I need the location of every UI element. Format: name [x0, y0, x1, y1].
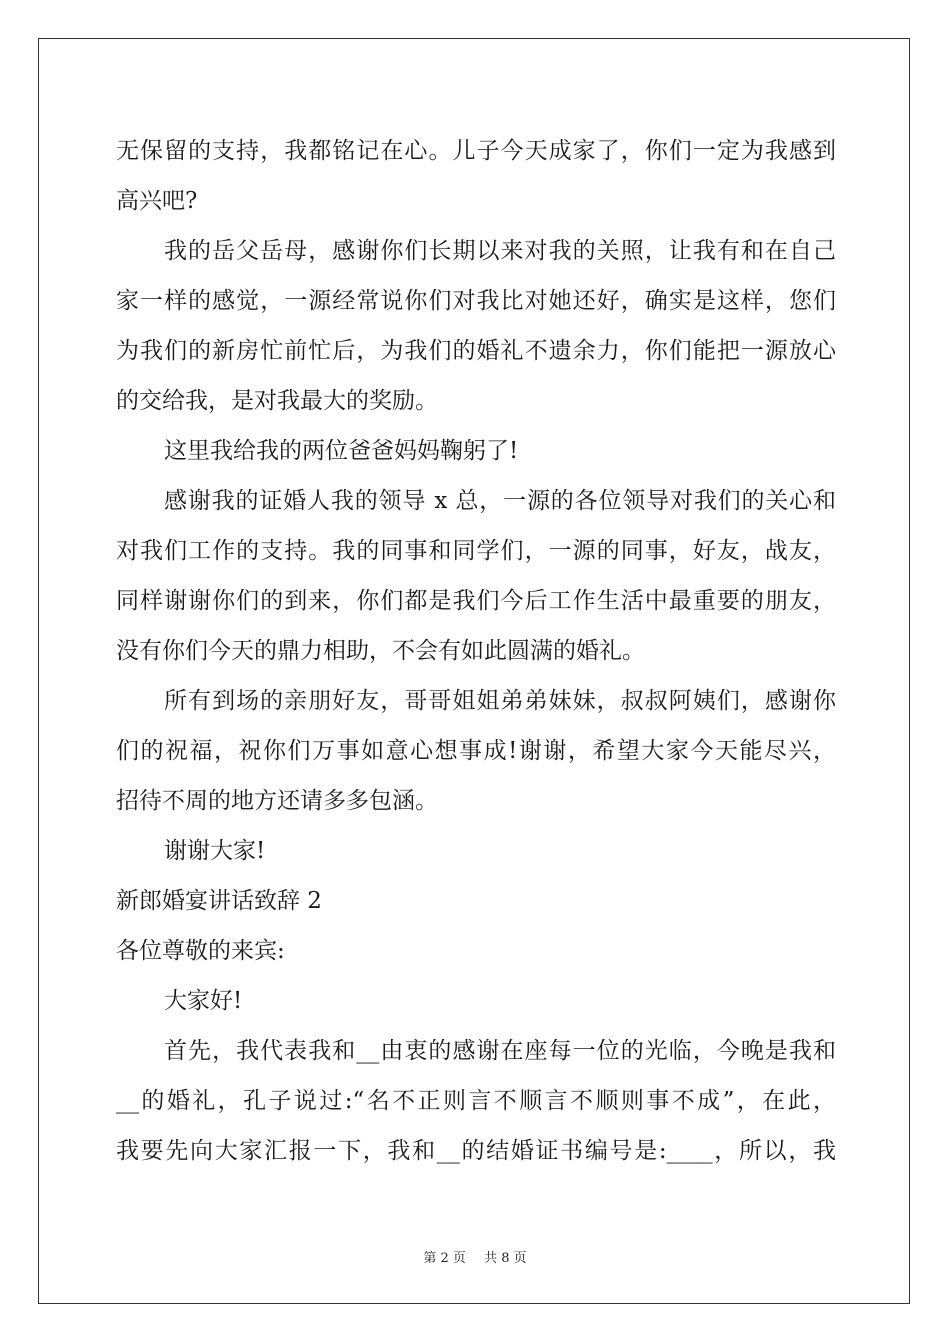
text-line: 们的祝福，祝你们万事如意心想事成!谢谢，希望大家今天能尽兴， [116, 738, 836, 764]
text-line: 所有到场的亲朋好友，哥哥姐姐弟弟妹妹，叔叔阿姨们，感谢你 [164, 688, 836, 714]
text-line: 感谢我的证婚人我的领导 x 总，一源的各位领导对我们的关心和 [164, 488, 836, 514]
text-line: 没有你们今天的鼎力相助，不会有如此圆满的婚礼。 [116, 638, 645, 664]
text-line: 谢谢大家! [164, 838, 266, 864]
document-body [116, 126, 836, 1176]
page-number: 第 2 页 [423, 1251, 466, 1266]
text-line: 新郎婚宴讲话致辞 2 [116, 888, 322, 914]
text-line: 我要先向大家汇报一下，我和__的结婚证书编号是:____，所以，我 [116, 1138, 836, 1164]
page-footer [0, 1247, 950, 1266]
text-line: 大家好! [164, 988, 243, 1014]
text-line: 同样谢谢你们的到来，你们都是我们今后工作生活中最重要的朋友， [116, 588, 836, 614]
text-line: 无保留的支持，我都铭记在心。儿子今天成家了，你们一定为我感到 [116, 138, 836, 164]
text-line: 各位尊敬的来宾: [116, 938, 285, 964]
text-line: 家一样的感觉，一源经常说你们对我比对她还好，确实是这样，您们 [116, 288, 836, 314]
text-line: 招待不周的地方还请多多包涵。 [116, 788, 438, 814]
text-line: 首先，我代表我和__由衷的感谢在座每一位的光临，今晚是我和 [164, 1038, 836, 1064]
text-line: 这里我给我的两位爸爸妈妈鞠躬了! [164, 438, 519, 464]
text-line: 我的岳父岳母，感谢你们长期以来对我的关照，让我有和在自己 [164, 238, 836, 264]
text-line: 对我们工作的支持。我的同事和同学们，一源的同事，好友，战友， [116, 538, 836, 564]
text-line: __的婚礼，孔子说过:“名不正则言不顺言不顺则事不成”，在此， [116, 1088, 836, 1114]
text-line: 高兴吧? [116, 188, 198, 214]
text-line: 的交给我，是对我最大的奖励。 [116, 388, 438, 414]
page-total: 共 8 页 [484, 1251, 527, 1266]
text-line: 为我们的新房忙前忙后，为我们的婚礼不遗余力，你们能把一源放心 [116, 338, 836, 364]
